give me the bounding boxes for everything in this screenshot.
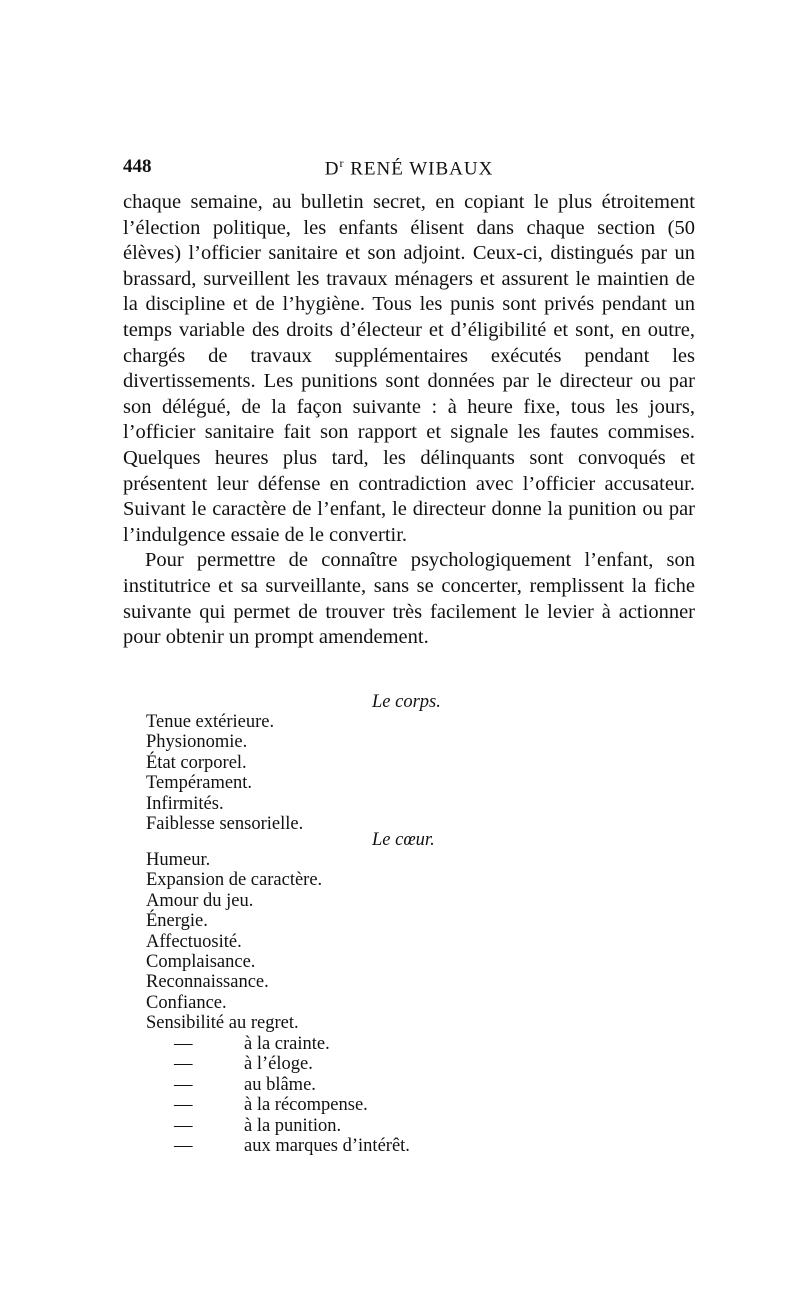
list-item: Reconnaissance. — [146, 972, 269, 993]
heart-traits-list — [146, 850, 322, 1034]
list-item: Faiblesse sensorielle. — [146, 814, 304, 835]
list-item: Complaisance. — [146, 952, 256, 973]
sub-item-text: à la punition. — [244, 1115, 342, 1136]
list-item: Sensibilité au regret. — [146, 1013, 299, 1034]
author-prefix: D — [324, 158, 340, 180]
author-prefix-superscript: r — [339, 156, 345, 170]
list-item: Humeur. — [146, 850, 211, 870]
list-item: Confiance. — [146, 992, 227, 1013]
body-traits-list — [146, 712, 303, 834]
sub-item-text: au blâme. — [244, 1074, 316, 1095]
sub-item-text: à la crainte. — [244, 1034, 330, 1054]
ditto-dash: — — [174, 1034, 193, 1054]
section-heading-body: Le corps. — [372, 692, 441, 712]
paragraph-2: Pour permettre de connaître psychologiquement l’enfant, son institutrice et sa surveillante, sans se concerter, remplissent la fiche suivante qui permet de trouver très facilement le levier à actionner pour obtenir un prompt amendement. — [123, 549, 695, 649]
running-head — [123, 156, 695, 180]
section-heading-heart: Le cœur. — [372, 830, 435, 850]
list-item: Physionomie. — [146, 732, 248, 753]
sub-item-text: aux marques d’intérêt. — [244, 1135, 410, 1156]
list-item: Tenue extérieure. — [146, 712, 275, 732]
sub-item-text: à la récompense. — [244, 1095, 368, 1116]
ditto-dash: — — [174, 1095, 193, 1116]
ditto-dash: — — [174, 1135, 193, 1156]
list-item: Énergie. — [146, 911, 208, 932]
ditto-dash: — — [174, 1074, 193, 1095]
author-name: RENÉ WIBAUX — [350, 158, 494, 180]
page-header — [123, 156, 695, 182]
list-item: Infirmités. — [146, 793, 224, 814]
list-item: Expansion de caractère. — [146, 870, 323, 891]
list-item: Tempérament. — [146, 773, 253, 794]
list-item: Amour du jeu. — [146, 890, 254, 911]
sub-item-text: à l’éloge. — [244, 1054, 313, 1075]
ditto-dash: — — [174, 1115, 193, 1136]
ditto-dash: — — [174, 1054, 193, 1075]
page-number: 448 — [123, 156, 152, 177]
list-item: État corporel. — [146, 752, 247, 773]
list-item: Affectuosité. — [146, 931, 242, 952]
paragraph-1: chaque semaine, au bulletin secret, en copiant le plus étroitement l’élection politique, les enfants élisent dans chaque section (50 élèves) l’officier sanitaire et son adjoint. Ceux-ci, distingués par un brassard, surveillent les travaux ménagers et assurent le maintien de la discipline et de l’hygiène. Tous les punis sont privés pendant un temps variable des droits d’électeur et d’éligibilité et sont, en outre, chargés de travaux supplémentaires exécutés pendant les divertissements. Les punitions sont données par le directeur ou par son délégué, de la façon suivante : à heure fixe, tous les jours, l’officier sanitaire fait son rapport et signale les fautes commises. Quelques heures plus tard, les délinquants sont convoqués et présentent leur défense en contradiction avec l’officier accusateur. Suivant le caractère de l’enfant, le directeur donne la punition ou par l’indulgence essaie de le convertir. — [123, 191, 695, 546]
body-text — [123, 190, 695, 651]
